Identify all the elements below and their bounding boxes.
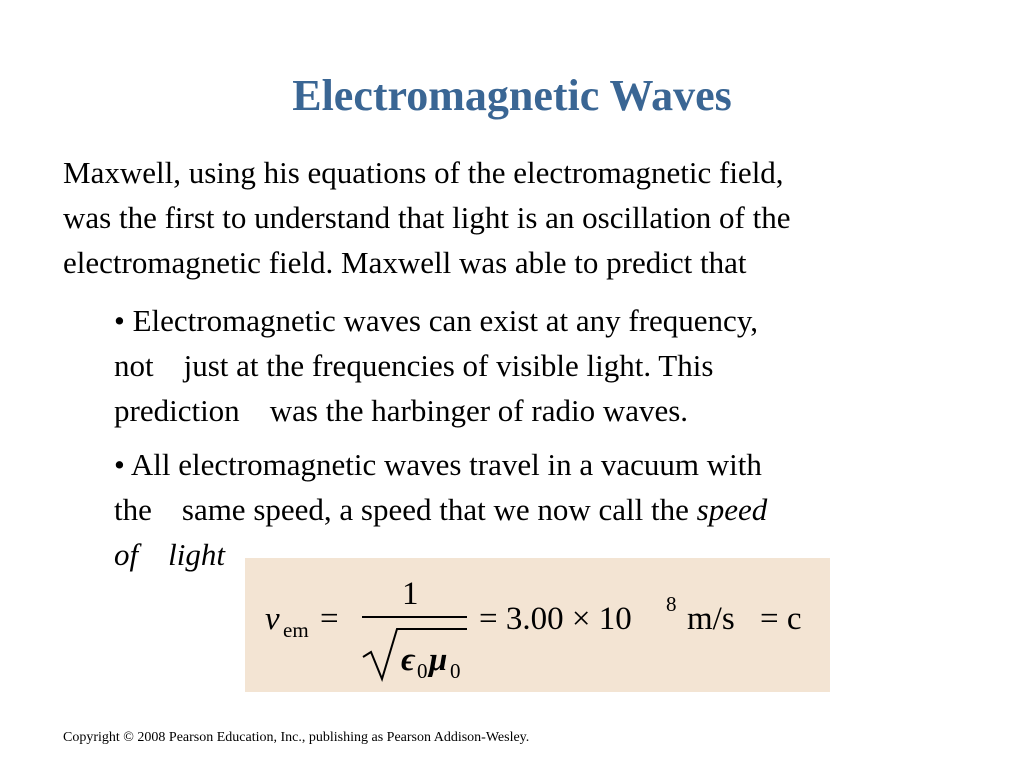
eq-numerator: 1 — [402, 576, 419, 612]
equation-svg — [245, 558, 830, 692]
intro-line: electromagnetic field. Maxwell was able to predict that — [63, 245, 747, 280]
speed-italic: speed — [696, 492, 768, 527]
speed-of-light-equation — [245, 558, 830, 692]
intro-line: Maxwell, using his equations of the electromagnetic field, — [63, 155, 784, 190]
bullet-line: • Electromagnetic waves can exist at any frequency, — [114, 303, 759, 338]
bullet-text: was the harbinger of radio waves. — [269, 393, 689, 428]
eq-value: = 3.00 × 10 — [479, 601, 632, 637]
eq-exponent: 8 — [666, 592, 677, 616]
bullet-line — [114, 487, 914, 532]
bullet-text: not — [114, 348, 154, 383]
bullet-text: prediction — [114, 393, 240, 428]
slide-title: Electromagnetic Waves — [292, 71, 732, 120]
bullet-line: • All electromagnetic waves travel in a vacuum with — [114, 447, 762, 482]
eq-equals: = — [320, 601, 339, 637]
bullet-text: same speed, a speed that we now call the — [181, 492, 697, 527]
eq-v: v — [265, 601, 280, 637]
bullet-text: the — [114, 492, 152, 527]
bullet-line — [114, 388, 914, 433]
bullet-line — [114, 343, 914, 388]
of-italic: of — [114, 537, 139, 572]
eq-c: = c — [760, 601, 802, 637]
bullet-text: just at the frequencies of visible light. This — [183, 348, 714, 383]
bullet-speed — [114, 442, 914, 577]
eq-v-subscript: em — [283, 618, 309, 642]
eq-epsilon: ϵ — [401, 642, 416, 678]
intro-paragraph — [63, 150, 963, 285]
eq-units: m/s — [687, 601, 735, 637]
eq-epsilon-subscript: 0 — [417, 659, 428, 683]
light-italic: light — [168, 537, 225, 572]
intro-line: was the first to understand that light is an oscillation of the — [63, 200, 791, 235]
eq-mu-subscript: 0 — [450, 659, 461, 683]
copyright-footer: Copyright © 2008 Pearson Education, Inc., publishing as Pearson Addison-Wesley. — [63, 730, 530, 745]
bullet-frequency — [114, 298, 914, 433]
eq-mu: μ — [429, 642, 448, 678]
